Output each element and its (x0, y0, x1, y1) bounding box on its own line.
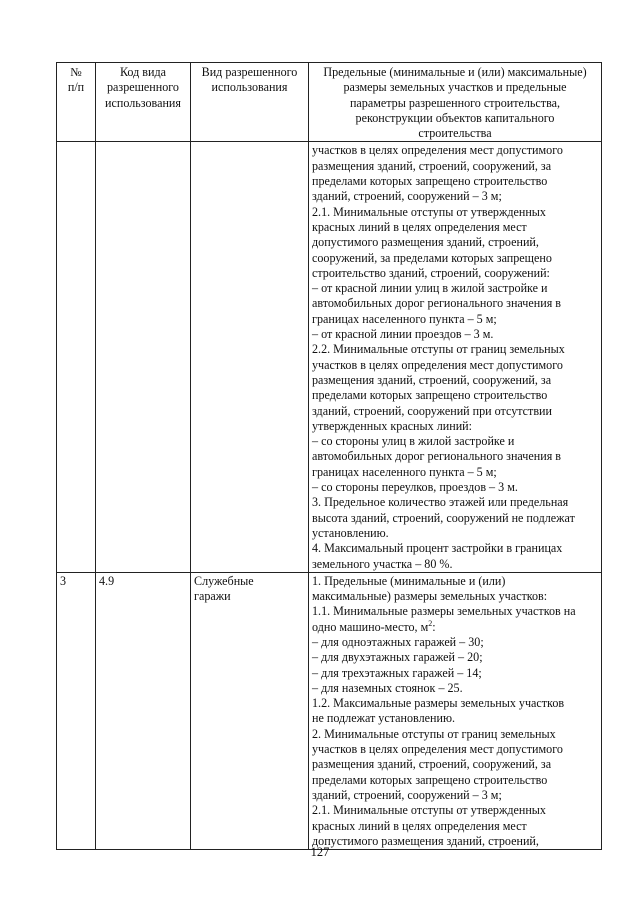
table-row-3 (57, 572, 602, 849)
text-line: автомобильных дорог регионального значения в (312, 449, 562, 464)
cell-use: Служебные гаражи (191, 572, 309, 849)
table-header-row (57, 63, 602, 142)
text-line: размещения зданий, строений, сооружений, за (312, 158, 552, 173)
header-code: Код вида разрешенного использования (96, 63, 191, 142)
zoning-parameters-table (56, 62, 602, 850)
text-line: – от красной линии улиц в жилой застройке и (312, 281, 548, 296)
text-line: 2.1. Минимальные отступы от утвержденных (312, 204, 546, 219)
text-line: размещения зданий, строений, сооружений, за (312, 372, 552, 387)
text-line: 4. Максимальный процент застройки в границах (312, 541, 563, 556)
text-line: утвержденных красных линий: (312, 418, 473, 433)
text-line: красных линий в целях определения мест (312, 219, 527, 234)
text-line: участков в целях определения мест допустимого (312, 742, 563, 757)
text-line: пределами которых запрещено строительство (312, 772, 548, 787)
text-line: 1.2. Максимальные размеры земельных участков (312, 696, 565, 711)
text-line: границах населенного пункта – 5 м; (312, 311, 497, 326)
text-line: 1. Предельные (минимальные и (или) (312, 573, 506, 588)
text-line: одно машино-место, $м^2$: (312, 618, 436, 634)
text-line: пределами которых запрещено строительство (312, 174, 548, 189)
text-line: границах населенного пункта – 5 м; (312, 464, 497, 479)
text-line: – со стороны улиц в жилой застройке и (312, 434, 515, 449)
text-line: – со стороны переулков, проездов – 3 м. (312, 480, 518, 495)
text-line: высота зданий, строений, сооружений не подлежат (312, 510, 575, 525)
text-line: – для наземных стоянок – 25. (312, 680, 463, 695)
header-num: № п/п (57, 63, 96, 142)
text-line: участков в целях определения мест допустимого (312, 357, 563, 372)
text-line: красных линий в целях определения мест (312, 818, 527, 833)
cell-params (309, 142, 602, 572)
page-number: 127 (310, 845, 330, 859)
table-row-continued (57, 142, 602, 572)
text-line: 3. Предельное количество этажей или предельная (312, 495, 569, 510)
cell-use (191, 142, 309, 572)
text-line: установлению. (312, 525, 389, 540)
superscript: 2 (428, 618, 433, 628)
cell-params (309, 572, 602, 849)
text-line: – для одноэтажных гаражей – 30; (312, 634, 484, 649)
cell-code (96, 142, 191, 572)
cell-num (57, 142, 96, 572)
text-line: пределами которых запрещено строительство (312, 388, 548, 403)
text-line: строительство зданий, строений, сооружений: (312, 265, 550, 280)
text-line: – для трехэтажных гаражей – 14; (312, 665, 482, 680)
text-line: 2.1. Минимальные отступы от утвержденных (312, 803, 546, 818)
text-line: размещения зданий, строений, сооружений, за (312, 757, 552, 772)
text-line: не подлежат установлению. (312, 711, 455, 726)
text-line: 2. Минимальные отступы от границ земельных (312, 726, 556, 741)
cell-num: 3 (57, 572, 96, 849)
text-line: 1.1. Минимальные размеры земельных участков на (312, 604, 576, 619)
text-line: максимальные) размеры земельных участков: (312, 589, 548, 604)
text-line: сооружений, за пределами которых запрещено (312, 250, 552, 265)
text-line: – от красной линии проездов – 3 м. (312, 327, 494, 342)
text-line: земельного участка – 80 %. (312, 556, 453, 571)
text-line: зданий, строений, сооружений при отсутствии (312, 403, 552, 418)
text-line: зданий, строений, сооружений – 3 м; (312, 189, 502, 204)
text-line: допустимого размещения зданий, строений, (312, 235, 539, 250)
text-line: – для двухэтажных гаражей – 20; (312, 650, 483, 665)
text-line: 2.2. Минимальные отступы от границ земельных (312, 342, 565, 357)
header-params: Предельные (минимальные и (или) максимальные) размеры земельных участков и предельные параметры разрешенного строительства, реконструкции объектов капитального строительства (309, 63, 602, 142)
text-line: зданий, строений, сооружений – 3 м; (312, 787, 502, 802)
text-line: допустимого размещения зданий, строений, (312, 833, 539, 848)
text-line: участков в целях определения мест допустимого (312, 143, 563, 158)
text-line: автомобильных дорог регионального значения в (312, 296, 562, 311)
cell-code: 4.9 (96, 572, 191, 849)
header-use: Вид разрешенного использования (191, 63, 309, 142)
